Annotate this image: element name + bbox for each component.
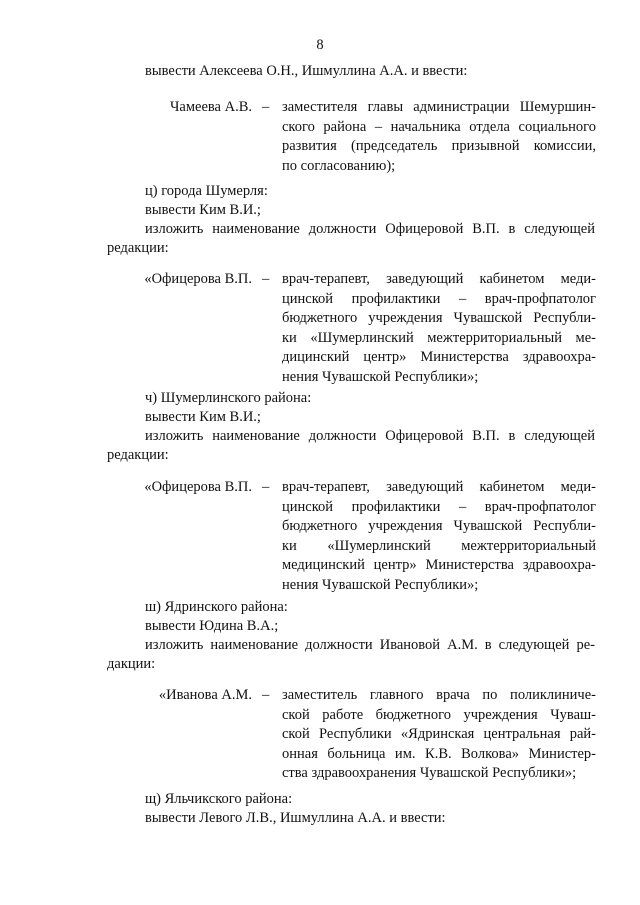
position-line: ского района – начальника отдела социального bbox=[282, 118, 596, 135]
position-line: цинской профилактики – врач-профпатолог bbox=[282, 290, 596, 307]
position-line: бюджетного учреждения Чувашской Республи- bbox=[282, 310, 596, 326]
section-item: ц) города Шумерля: bbox=[145, 183, 268, 199]
text-line: вывести Ким В.И.; bbox=[145, 409, 261, 425]
text-line: изложить наименование должности Офицеровой В.П. в следующей bbox=[145, 428, 595, 444]
position-line: заместителя главы администрации Шемуршин- bbox=[282, 99, 596, 115]
position-line: ки «Шумерлинский межтерриториальный bbox=[282, 537, 596, 554]
entry-name: «Офицерова В.П. bbox=[144, 479, 252, 495]
text-line: редакции: bbox=[107, 240, 169, 256]
position-line: дицинский центр» Министерства здравоохра- bbox=[282, 349, 596, 365]
entry-name: «Офицерова В.П. bbox=[144, 271, 252, 287]
position-line: ства здравоохранения Чувашской Республики»; bbox=[282, 765, 577, 781]
section-item: ч) Шумерлинского района: bbox=[145, 390, 312, 406]
position-line: ки «Шумерлинский межтерриториальный ме- bbox=[282, 329, 596, 346]
position-line: врач-терапевт, заведующий кабинетом меди- bbox=[282, 271, 596, 287]
text-line: вывести Левого Л.В., Ишмуллина А.А. и ввести: bbox=[145, 810, 446, 826]
section-item: щ) Яльчикского района: bbox=[145, 791, 293, 807]
page-number: 8 bbox=[316, 37, 324, 53]
position-line: развития (председатель призывной комиссии, bbox=[282, 138, 596, 154]
position-line: нения Чувашской Республики»; bbox=[282, 368, 479, 385]
entry-position bbox=[282, 98, 596, 176]
entry-position bbox=[282, 478, 596, 595]
entry-dash: – bbox=[262, 99, 270, 115]
position-line: медицинский центр» Министерства здравоохра- bbox=[282, 557, 596, 573]
text-line: дакции: bbox=[107, 656, 156, 672]
section-item: ш) Ядринского района: bbox=[145, 599, 288, 615]
text-line: вывести Юдина В.А.; bbox=[145, 618, 279, 634]
position-line: ской работе бюджетного учреждения Чуваш- bbox=[282, 706, 596, 723]
position-line: заместитель главного врача по поликлиниче- bbox=[282, 687, 596, 703]
position-line: бюджетного учреждения Чувашской Республи- bbox=[282, 518, 596, 534]
position-line: врач-терапевт, заведующий кабинетом меди- bbox=[282, 479, 596, 495]
text-line: вывести Ким В.И.; bbox=[145, 202, 261, 218]
text-line: изложить наименование должности Ивановой А.М. в следующей ре- bbox=[145, 637, 595, 653]
entry-name: Чамеева А.В. bbox=[169, 99, 252, 115]
text-line: редакции: bbox=[107, 447, 169, 463]
entry-position bbox=[282, 686, 596, 784]
position-line: по согласованию); bbox=[282, 157, 396, 174]
entry-dash: – bbox=[262, 479, 270, 495]
entry-dash: – bbox=[262, 687, 270, 703]
position-line: цинской профилактики – врач-профпатолог bbox=[282, 498, 596, 515]
position-line: нения Чувашской Республики»; bbox=[282, 576, 479, 593]
entry-dash: – bbox=[262, 271, 270, 287]
text-line: вывести Алексеева О.Н., Ишмуллина А.А. и ввести: bbox=[145, 63, 468, 79]
position-line: ской Республики «Ядринская центральная рай- bbox=[282, 726, 596, 742]
text-line: изложить наименование должности Офицеровой В.П. в следующей bbox=[145, 221, 595, 237]
position-line: онная больница им. К.В. Волкова» Министер- bbox=[282, 745, 596, 762]
entry-position bbox=[282, 270, 596, 387]
entry-name: «Иванова А.М. bbox=[158, 687, 252, 703]
